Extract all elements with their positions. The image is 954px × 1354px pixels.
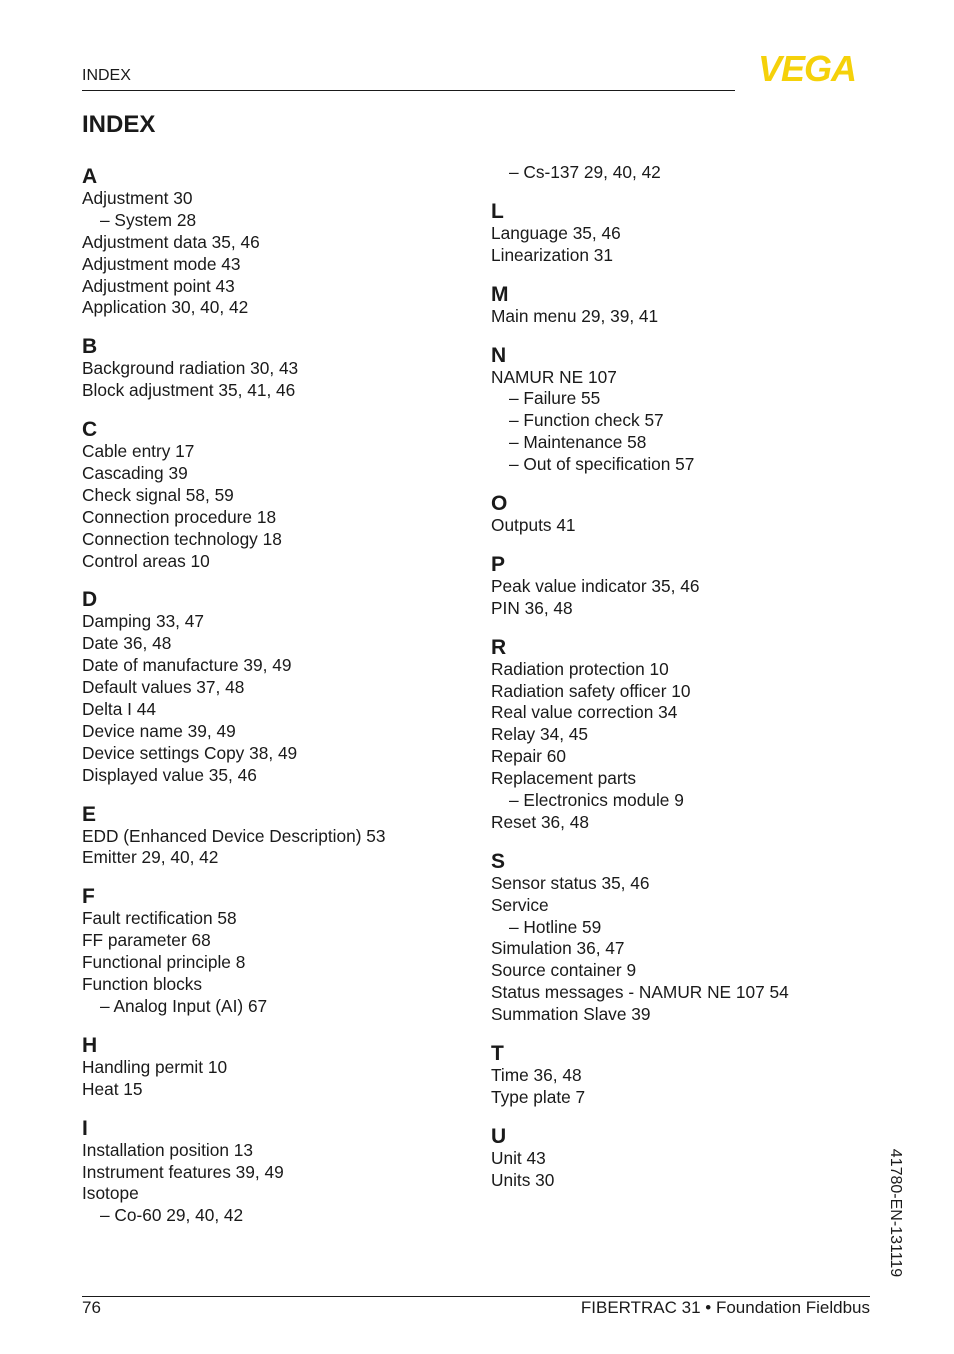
index-entry: EDD (Enhanced Device Description) 53 xyxy=(82,825,386,846)
index-letter-heading: M xyxy=(491,282,509,306)
index-entry: FF parameter 68 xyxy=(82,930,211,951)
index-entry: Replacement parts xyxy=(491,768,637,789)
index-entry: PIN 36, 48 xyxy=(491,597,573,618)
index-letter-heading: D xyxy=(82,588,98,612)
index-section xyxy=(491,1126,891,1192)
index-subentry: – System 28 xyxy=(100,209,197,230)
document-code: 41780-EN-131119 xyxy=(887,1148,904,1278)
index-entry: Default values 37, 48 xyxy=(82,677,245,698)
index-entry: Summation Slave 39 xyxy=(491,1004,651,1025)
index-letter-heading: C xyxy=(82,418,98,442)
index-entry: Control areas 10 xyxy=(82,550,210,571)
vega-logo-text: VEGA xyxy=(757,51,857,83)
index-entry: Connection procedure 18 xyxy=(82,506,277,527)
index-subentry: – Analog Input (AI) 67 xyxy=(100,995,268,1016)
index-entry: Reset 36, 48 xyxy=(491,811,589,832)
index-entry: Adjustment point 43 xyxy=(82,275,235,296)
index-entry: Date of manufacture 39, 49 xyxy=(82,655,292,676)
index-entry: Installation position 13 xyxy=(82,1139,254,1160)
index-section xyxy=(82,1118,482,1228)
index-entry: Source container 9 xyxy=(491,960,637,981)
index-letter-heading: T xyxy=(491,1042,504,1066)
index-letter-heading: U xyxy=(491,1124,507,1148)
index-entry: NAMUR NE 107 xyxy=(491,366,617,387)
index-subentry: – Maintenance 58 xyxy=(509,432,647,453)
index-entry: Language 35, 46 xyxy=(491,222,621,243)
index-letter-heading: P xyxy=(491,552,506,576)
index-entry: Sensor status 35, 46 xyxy=(491,872,650,893)
index-section xyxy=(82,336,482,402)
index-entry: Radiation protection 10 xyxy=(491,658,669,679)
index-letter-heading: E xyxy=(82,802,97,826)
index-entry: Linearization 31 xyxy=(491,244,614,265)
index-entry: Application 30, 40, 42 xyxy=(82,297,249,318)
index-entry: Fault rectification 58 xyxy=(82,908,237,929)
index-subentry: – Function check 57 xyxy=(509,410,664,431)
index-subentry: – Failure 55 xyxy=(509,388,601,409)
index-entry: Adjustment mode 43 xyxy=(82,253,241,274)
index-entry: Relay 34, 45 xyxy=(491,724,589,745)
vega-logo xyxy=(741,51,873,83)
index-entry: Type plate 7 xyxy=(491,1086,586,1107)
index-entry: Delta I 44 xyxy=(82,699,156,720)
index-entry: Units 30 xyxy=(491,1169,555,1190)
index-section xyxy=(491,851,891,1026)
index-entry: Emitter 29, 40, 42 xyxy=(82,847,219,868)
index-entry: Displayed value 35, 46 xyxy=(82,764,257,785)
index-entry: Status messages - NAMUR NE 107 54 xyxy=(491,982,789,1003)
footer-divider xyxy=(82,1296,870,1297)
index-section xyxy=(82,166,482,319)
index-entry: Service xyxy=(491,894,549,915)
index-section xyxy=(491,345,891,476)
index-letter-heading: S xyxy=(491,849,506,873)
index-letter-heading: H xyxy=(82,1033,98,1057)
index-section xyxy=(491,493,891,537)
index-entry: Device name 39, 49 xyxy=(82,720,236,741)
index-section xyxy=(491,162,891,184)
index-entry: Damping 33, 47 xyxy=(82,611,205,632)
index-entry: Block adjustment 35, 41, 46 xyxy=(82,380,296,401)
index-entry: Check signal 58, 59 xyxy=(82,484,234,505)
index-entry: Simulation 36, 47 xyxy=(491,938,625,959)
index-entry: Cable entry 17 xyxy=(82,441,195,462)
index-entry: Time 36, 48 xyxy=(491,1065,582,1086)
index-letter-heading: L xyxy=(491,199,504,223)
index-subentry: – Hotline 59 xyxy=(509,916,602,937)
index-section xyxy=(491,201,891,267)
index-entry: Instrument features 39, 49 xyxy=(82,1161,284,1182)
page-title: INDEX xyxy=(82,111,156,138)
index-entry: Device settings Copy 38, 49 xyxy=(82,742,298,763)
index-section xyxy=(82,1035,482,1101)
index-subentry: – Out of specification 57 xyxy=(509,454,695,475)
index-entry: Functional principle 8 xyxy=(82,952,246,973)
index-entry: Outputs 41 xyxy=(491,515,576,536)
index-entry: Real value correction 34 xyxy=(491,702,678,723)
header-divider xyxy=(82,90,735,91)
index-section xyxy=(491,637,891,834)
index-entry: Unit 43 xyxy=(491,1147,546,1168)
header-section-label: INDEX xyxy=(82,67,131,84)
page-number: 76 xyxy=(82,1298,101,1317)
index-letter-heading: A xyxy=(82,165,98,188)
index-entry: Radiation safety officer 10 xyxy=(491,680,691,701)
index-column-right xyxy=(491,162,891,1209)
index-section xyxy=(82,804,482,870)
index-entry: Peak value indicator 35, 46 xyxy=(491,575,700,596)
index-letter-heading: B xyxy=(82,335,98,359)
index-entry: Cascading 39 xyxy=(82,463,188,484)
index-entry: Handling permit 10 xyxy=(82,1056,228,1077)
index-entry: Date 36, 48 xyxy=(82,633,172,654)
document-title: FIBERTRAC 31 • Foundation Fieldbus xyxy=(580,1298,870,1317)
index-entry: Connection technology 18 xyxy=(82,528,282,549)
index-entry: Heat 15 xyxy=(82,1078,143,1099)
index-letter-heading: I xyxy=(82,1116,88,1140)
index-entry: Isotope xyxy=(82,1183,139,1204)
index-entry: Repair 60 xyxy=(491,746,566,767)
index-letter-heading: F xyxy=(82,885,95,909)
index-entry: Function blocks xyxy=(82,974,203,995)
index-entry: Adjustment data 35, 46 xyxy=(82,231,260,252)
index-section xyxy=(82,419,482,572)
index-subentry: – Electronics module 9 xyxy=(509,790,684,811)
index-section xyxy=(82,589,482,786)
index-entry: Main menu 29, 39, 41 xyxy=(491,305,659,326)
index-section xyxy=(491,284,891,328)
index-letter-heading: R xyxy=(491,635,507,659)
index-entry: Adjustment 30 xyxy=(82,188,193,208)
index-letter-heading: N xyxy=(491,343,507,367)
index-section xyxy=(491,1043,891,1109)
index-section xyxy=(491,554,891,620)
index-subentry: – Cs-137 29, 40, 42 xyxy=(509,162,661,182)
index-section xyxy=(82,886,482,1017)
index-subentry: – Co-60 29, 40, 42 xyxy=(100,1205,244,1226)
index-letter-heading: O xyxy=(491,492,508,516)
index-entry: Background radiation 30, 43 xyxy=(82,358,299,379)
index-column-left xyxy=(82,166,482,1244)
